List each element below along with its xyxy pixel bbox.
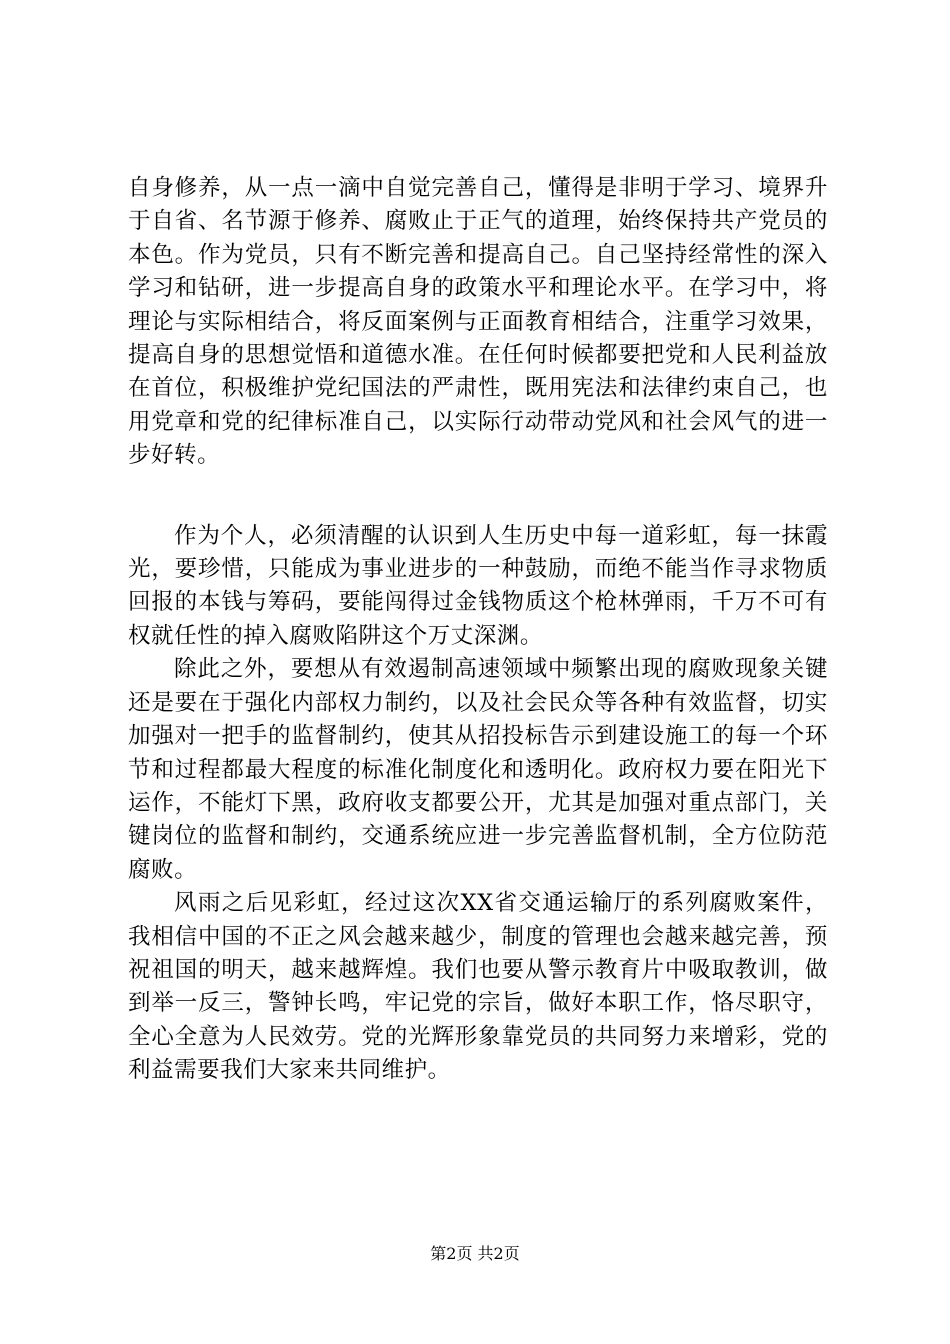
- page-footer: [0, 1244, 950, 1264]
- paragraph-1: 自身修养，从一点一滴中自觉完善自己，懂得是非明于学习、境界升于自省、名节源于修养、腐败止于正气的道理，始终保持共产党员的本色。作为党员，只有不断完善和提高自己。自己坚持经常性的深入学习和钻研，进一步提高自身的政策水平和理论水平。在学习中，将理论与实际相结合，将反面案例与正面教育相结合，注重学习效果，提高自身的思想觉悟和道德水准。在任何时候都要把党和人民利益放在首位，积极维护党纪国法的严肃性，既用宪法和法律约束自己，也用党章和党的纪律标准自己，以实际行动带动党风和社会风气的进一步好转。: [128, 175, 828, 469]
- paragraph-4: 风雨之后见彩虹，经过这次XX省交通运输厅的系列腐败案件，我相信中国的不正之风会越来越少，制度的管理也会越来越完善，预祝祖国的明天，越来越辉煌。我们也要从警示教育片中吸取教训，做到举一反三，警钟长鸣，牢记党的宗旨，做好本职工作，恪尽职守，全心全意为人民效劳。党的光辉形象靠党员的共同努力来增彩，党的利益需要我们大家来共同维护。: [128, 890, 828, 1084]
- page-number-label: 第2页 共2页: [430, 1244, 520, 1263]
- paragraph-2: 作为个人，必须清醒的认识到人生历史中每一道彩虹，每一抹霞光，要珍惜，只能成为事业进步的一种鼓励，而绝不能当作寻求物质回报的本钱与筹码，要能闯得过金钱物质这个枪林弹雨，千万不可有权就任性的掉入腐败陷阱这个万丈深渊。: [128, 522, 828, 649]
- paragraph-gap: [128, 473, 828, 520]
- paragraph-3: 除此之外，要想从有效遏制高速领域中频繁出现的腐败现象关键还是要在于强化内部权力制约，以及社会民众等各种有效监督，切实加强对一把手的监督制约，使其从招投标告示到建设施工的每一个环节和过程都最大程度的标准化制度化和透明化。政府权力要在阳光下运作，不能灯下黑，政府收支都要公开，尤其是加强对重点部门，关键岗位的监督和制约，交通系统应进一步完善监督机制，全方位防范腐败。: [128, 656, 828, 883]
- document-body: [128, 172, 828, 1088]
